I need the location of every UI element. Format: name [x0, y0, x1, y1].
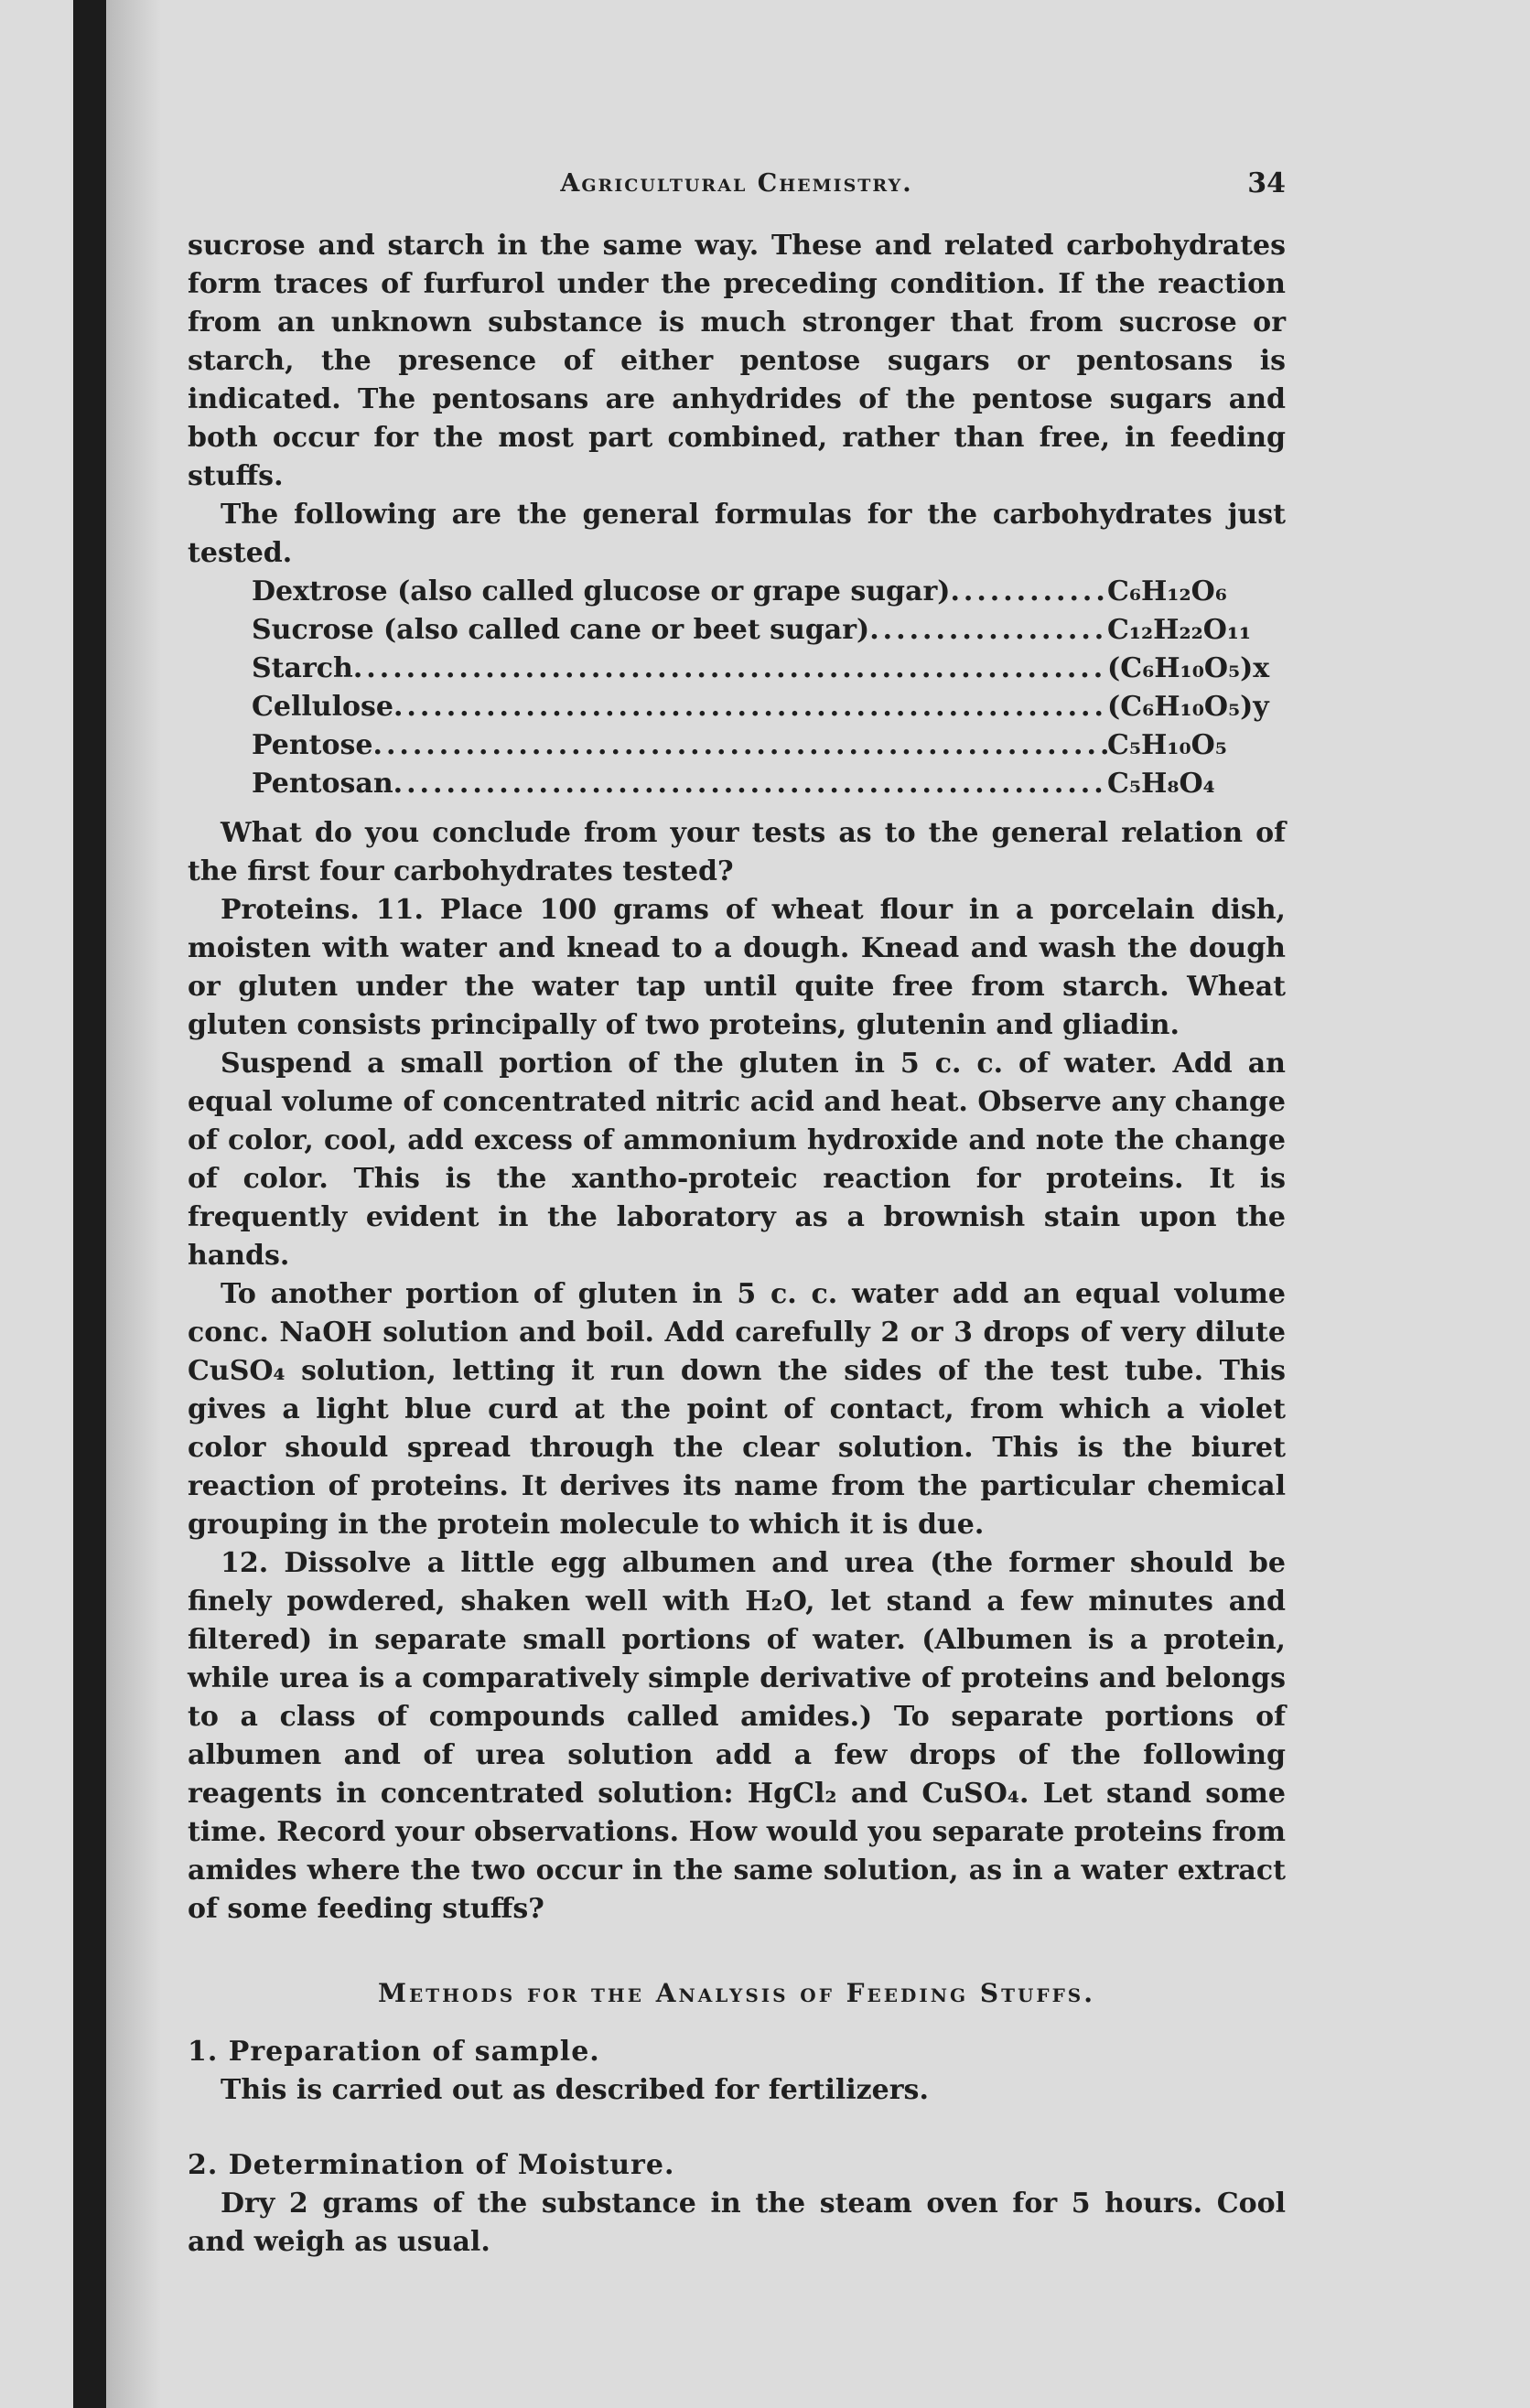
- section-title: Methods for the Analysis of Feeding Stuffs.: [378, 1978, 1095, 2008]
- paragraph-proteins: [188, 891, 1286, 1045]
- formula-name: Starch: [252, 652, 353, 684]
- proteins-lead: Proteins.: [221, 894, 360, 926]
- dot-leader: [373, 726, 1108, 765]
- formula-row: [252, 573, 1272, 611]
- dot-leader: [950, 573, 1107, 611]
- paragraph-biuret: To another portion of gluten in 5 c. c. water add an equal volume conc. NaOH solution and boil. Add carefully 2 or 3 drops of very dilute CuSO₄ solution, letting it run down the sides of the test tube. This gives a light blue curd at the point of contact, from which a violet color should spread through the clear solution. This is the biuret reaction of proteins. It derives its name from the particular chemical grouping in the protein molecule to which it is due.: [188, 1278, 1286, 1541]
- binding-shadow: [106, 0, 161, 2408]
- formula-value: (C₆H₁₀O₅)y: [1107, 691, 1269, 723]
- dot-leader: [353, 650, 1107, 688]
- formula-row: [252, 726, 1272, 765]
- formula-row: [252, 688, 1272, 726]
- dot-leader: [869, 611, 1107, 650]
- paragraph-conclusion-question: What do you conclude from your tests as to the general relation of the first four carbohydrates tested?: [188, 817, 1286, 887]
- running-head: Agricultural Chemistry.: [560, 169, 913, 198]
- paragraph-albumen-urea: 12. Dissolve a little egg albumen and urea (the former should be finely powdered, shaken well with H₂O, let stand a few minutes and filtered) in separate small portions of water. (Albumen is a protein, while urea is a comparatively simple derivative of proteins and belongs to a class of compounds called amides.) To separate portions of albumen and of urea solution add a few drops of the following reagents in concentrated solution: HgCl₂ and CuSO₄. Let stand some time. Record your observations. How would you separate proteins from amides where the two occur in the same solution, as in a water extract of some feeding stuffs?: [188, 1547, 1286, 1925]
- formula-value: C₅H₁₀O₅: [1107, 729, 1227, 761]
- formula-name: Pentosan: [252, 768, 393, 800]
- subsection-heading: 1. Preparation of sample.: [188, 2036, 600, 2068]
- subsection-heading: 2. Determination of Moisture.: [188, 2149, 675, 2181]
- page-header: [188, 165, 1286, 210]
- formula-value: C₅H₈O₄: [1107, 768, 1215, 800]
- formula-name: Pentose: [252, 729, 373, 761]
- dot-leader: [393, 688, 1107, 726]
- formula-name: Cellulose: [252, 691, 393, 723]
- formula-value: C₆H₁₂O₆: [1107, 575, 1227, 607]
- dot-leader: [393, 765, 1107, 803]
- paragraph-xanthoproteic: Suspend a small portion of the gluten in 5 c. c. of water. Add an equal volume of concentrated nitric acid and heat. Observe any change of color, cool, add excess of ammonium hydroxide and note the change of color. This is the xantho-proteic reaction for proteins. It is frequently evident in the laboratory as a brownish stain upon the hands.: [188, 1048, 1286, 1272]
- formula-value: (C₆H₁₀O₅)x: [1107, 652, 1270, 684]
- paragraph-carbohydrates: sucrose and starch in the same way. These and related carbohydrates form traces of furfurol under the preceding condition. If the reaction from an unknown substance is much stronger that from sucrose or starch, the presence of either pentose sugars or pentosans is indicated. The pentosans are anhydrides of the pentose sugars and both occur for the most part combined, rather than free, in feeding stuffs.: [188, 230, 1286, 492]
- book-page: [188, 165, 1286, 2262]
- formula-value: C₁₂H₂₂O₁₁: [1107, 614, 1252, 646]
- formula-row: [252, 650, 1272, 688]
- book-binding-edge: [73, 0, 106, 2408]
- proteins-text: 11. Place 100 grams of wheat flour in a porcelain dish, moisten with water and knead to a dough. Knead and wash the dough or gluten under the water tap until quite free from starch. Wheat gluten consists principally of two proteins, glutenin and gliadin.: [188, 894, 1286, 1041]
- formula-row: [252, 765, 1272, 803]
- paragraph-formulas-intro: The following are the general formulas for the carbohydrates just tested.: [188, 499, 1286, 569]
- formula-name: Dextrose (also called glucose or grape sugar): [252, 575, 951, 607]
- subsection-text: Dry 2 grams of the substance in the steam oven for 5 hours. Cool and weigh as usual.: [188, 2188, 1286, 2258]
- subsection-text: This is carried out as described for fertilizers.: [221, 2074, 929, 2106]
- formula-table: [252, 573, 1272, 803]
- page-number: 34: [1247, 167, 1286, 199]
- formula-name: Sucrose (also called cane or beet sugar): [252, 614, 870, 646]
- formula-row: [252, 611, 1272, 650]
